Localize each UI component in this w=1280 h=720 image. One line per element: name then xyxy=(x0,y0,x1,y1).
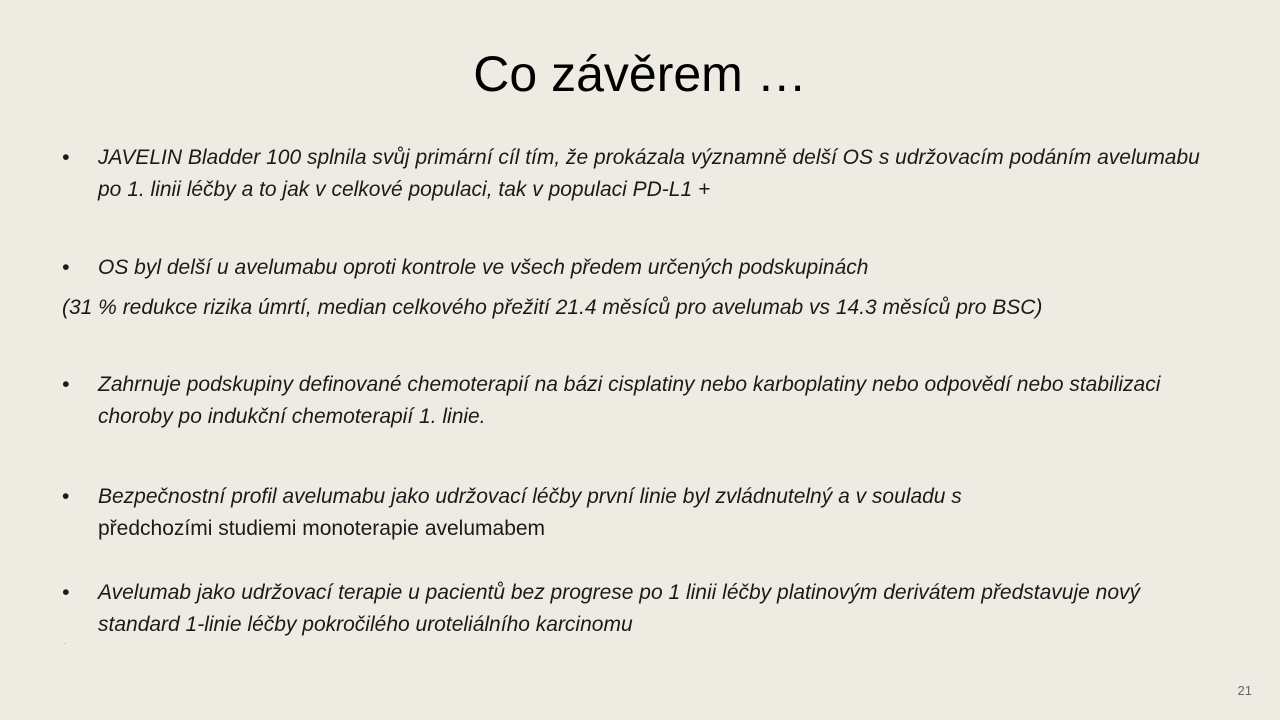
bullet-dot: • xyxy=(62,256,70,279)
bullet-text: OS byl delší u avelumabu oproti kontrole ve všech předem určených podskupinách xyxy=(98,256,869,279)
bullet-text: JAVELIN Bladder 100 splnila svůj primární cíl tím, že prokázala významně delší OS s udržovacím podáním avelumabu po 1. linii léčby a to jak v celkové populaci, tak v populaci PD-L1 + xyxy=(98,146,1200,201)
bullet-text: Avelumab jako udržovací terapie u pacientů bez progrese po 1 linii léčby platinovým derivátem představuje nový standard 1-linie léčby pokročilého uroteliálního karcinomu xyxy=(98,581,1141,636)
bullet-text-plain: předchozími studiemi monoterapie avelumabem xyxy=(98,517,546,540)
bullet-dot: • xyxy=(62,373,70,396)
bullet-item xyxy=(62,369,1222,433)
bullet-dot: • xyxy=(62,146,70,169)
bullet-item xyxy=(62,142,1222,206)
bullet-text xyxy=(98,481,1222,545)
slide-title: Co závěrem … xyxy=(473,46,807,102)
bullet-text: Zahrnuje podskupiny definované chemoterapií na bázi cisplatiny nebo karboplatiny nebo odpovědí nebo stabilizaci choroby po indukční chemoterapií 1. linie. xyxy=(98,373,1161,428)
page-number: 21 xyxy=(1237,683,1252,698)
bullet-dot: • xyxy=(62,581,70,604)
bullet-text-italic: Bezpečnostní profil avelumabu jako udržovací léčby první linie byl zvládnutelný a v souladu s xyxy=(98,485,962,508)
bullet-item xyxy=(62,577,1222,641)
bullet-item xyxy=(62,252,1222,284)
bullet-item xyxy=(62,481,1222,545)
survival-note: (31 % redukce rizika úmrtí, median celkového přežití 21.4 měsíců pro avelumab vs 14.3 měsíců pro BSC) xyxy=(62,296,1043,319)
stray-mark: . xyxy=(64,640,66,646)
bullet-dot: • xyxy=(62,485,70,508)
